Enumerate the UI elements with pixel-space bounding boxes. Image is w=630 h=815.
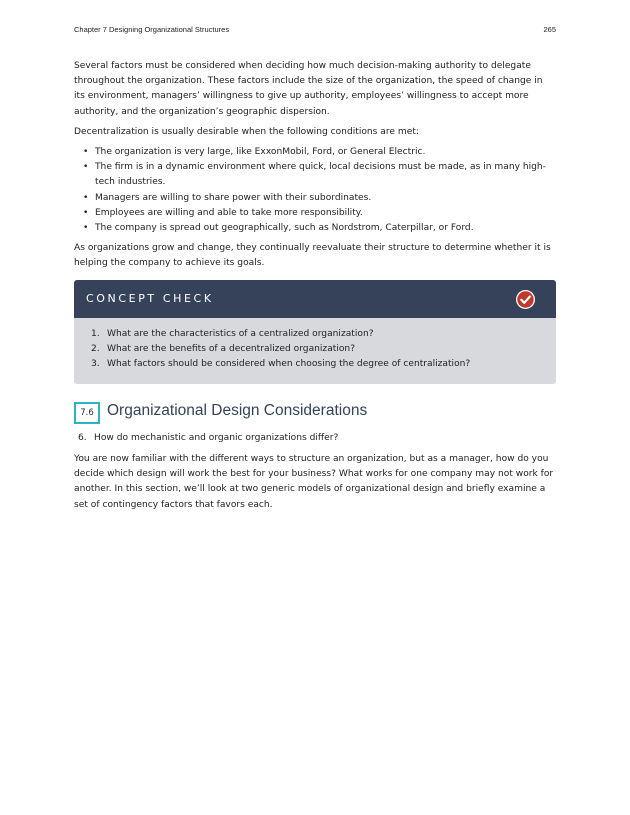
learning-objective	[78, 431, 338, 446]
list-item-text: Employees are willing and able to take more responsibility.	[95, 207, 363, 218]
paragraph: You are now familiar with the different ways to structure an organization, but as a manager, how do you decide which design will work the best for your business? What works for one company may not work for another. In this section, we’ll look at two generic models of organizational design and briefly examine a set of contingency factors that favors each.	[74, 454, 554, 510]
bullet-icon: •	[83, 147, 89, 158]
list-item-text: The company is spread out geographically, such as Nordstrom, Caterpillar, or Ford.	[95, 223, 474, 234]
concept-check-header	[74, 280, 556, 318]
bullet-icon: •	[83, 162, 89, 173]
bullet-list	[74, 145, 556, 236]
intro-section	[74, 59, 556, 277]
list-item	[74, 221, 556, 236]
question-text: What are the benefits of a decentralized organization?	[107, 344, 356, 355]
list-item-text: The firm is in a dynamic environment where quick, local decisions must be made, as in many high-tech industries.	[95, 162, 546, 188]
concept-check-questions	[74, 318, 556, 373]
objective-text: How do mechanistic and organic organizations differ?	[94, 433, 339, 443]
paragraph: As organizations grow and change, they continually reevaluate their structure to determine whether it is helping the company to achieve its goals.	[74, 243, 551, 269]
concept-check-title: CONCEPT CHECK	[86, 292, 214, 305]
paragraph: Several factors must be considered when deciding how much decision-making authority to delegate throughout the organization. These factors include the size of the organization, the speed of change in its environment, managers’ willingness to give up authority, employees’ willingness to accept more authority, and the organization’s geographic dispersion.	[74, 61, 543, 117]
concept-check-box	[74, 280, 556, 384]
list-item-text: The organization is very large, like ExxonMobil, Ford, or General Electric.	[95, 147, 426, 158]
check-circle-icon	[516, 290, 535, 309]
question-number: 3.	[91, 359, 100, 370]
list-item	[74, 145, 556, 160]
section-title: Organizational Design Considerations	[107, 402, 368, 419]
paragraph: Decentralization is usually desirable when the following conditions are met:	[74, 126, 419, 137]
list-item	[74, 160, 556, 190]
question-number: 1.	[91, 329, 100, 339]
chapter-title: Chapter 7 Designing Organizational Structures	[74, 25, 230, 34]
question-text: What factors should be considered when choosing the degree of centralization?	[107, 359, 471, 370]
question-item	[91, 327, 556, 342]
list-item-text: Managers are willing to share power with their subordinates.	[95, 192, 372, 203]
bullet-icon: •	[83, 192, 89, 203]
bullet-icon: •	[83, 207, 89, 218]
question-text: What are the characteristics of a centralized organization?	[107, 329, 374, 339]
bullet-icon: •	[83, 223, 89, 234]
question-number: 2.	[91, 344, 100, 355]
list-item	[74, 206, 556, 221]
question-item	[91, 357, 556, 372]
page-number: 265	[543, 25, 556, 34]
question-item	[91, 342, 556, 357]
objective-number: 6.	[78, 433, 87, 443]
section-number: 7.6	[74, 402, 100, 424]
running-header	[74, 25, 556, 37]
list-item	[74, 191, 556, 206]
